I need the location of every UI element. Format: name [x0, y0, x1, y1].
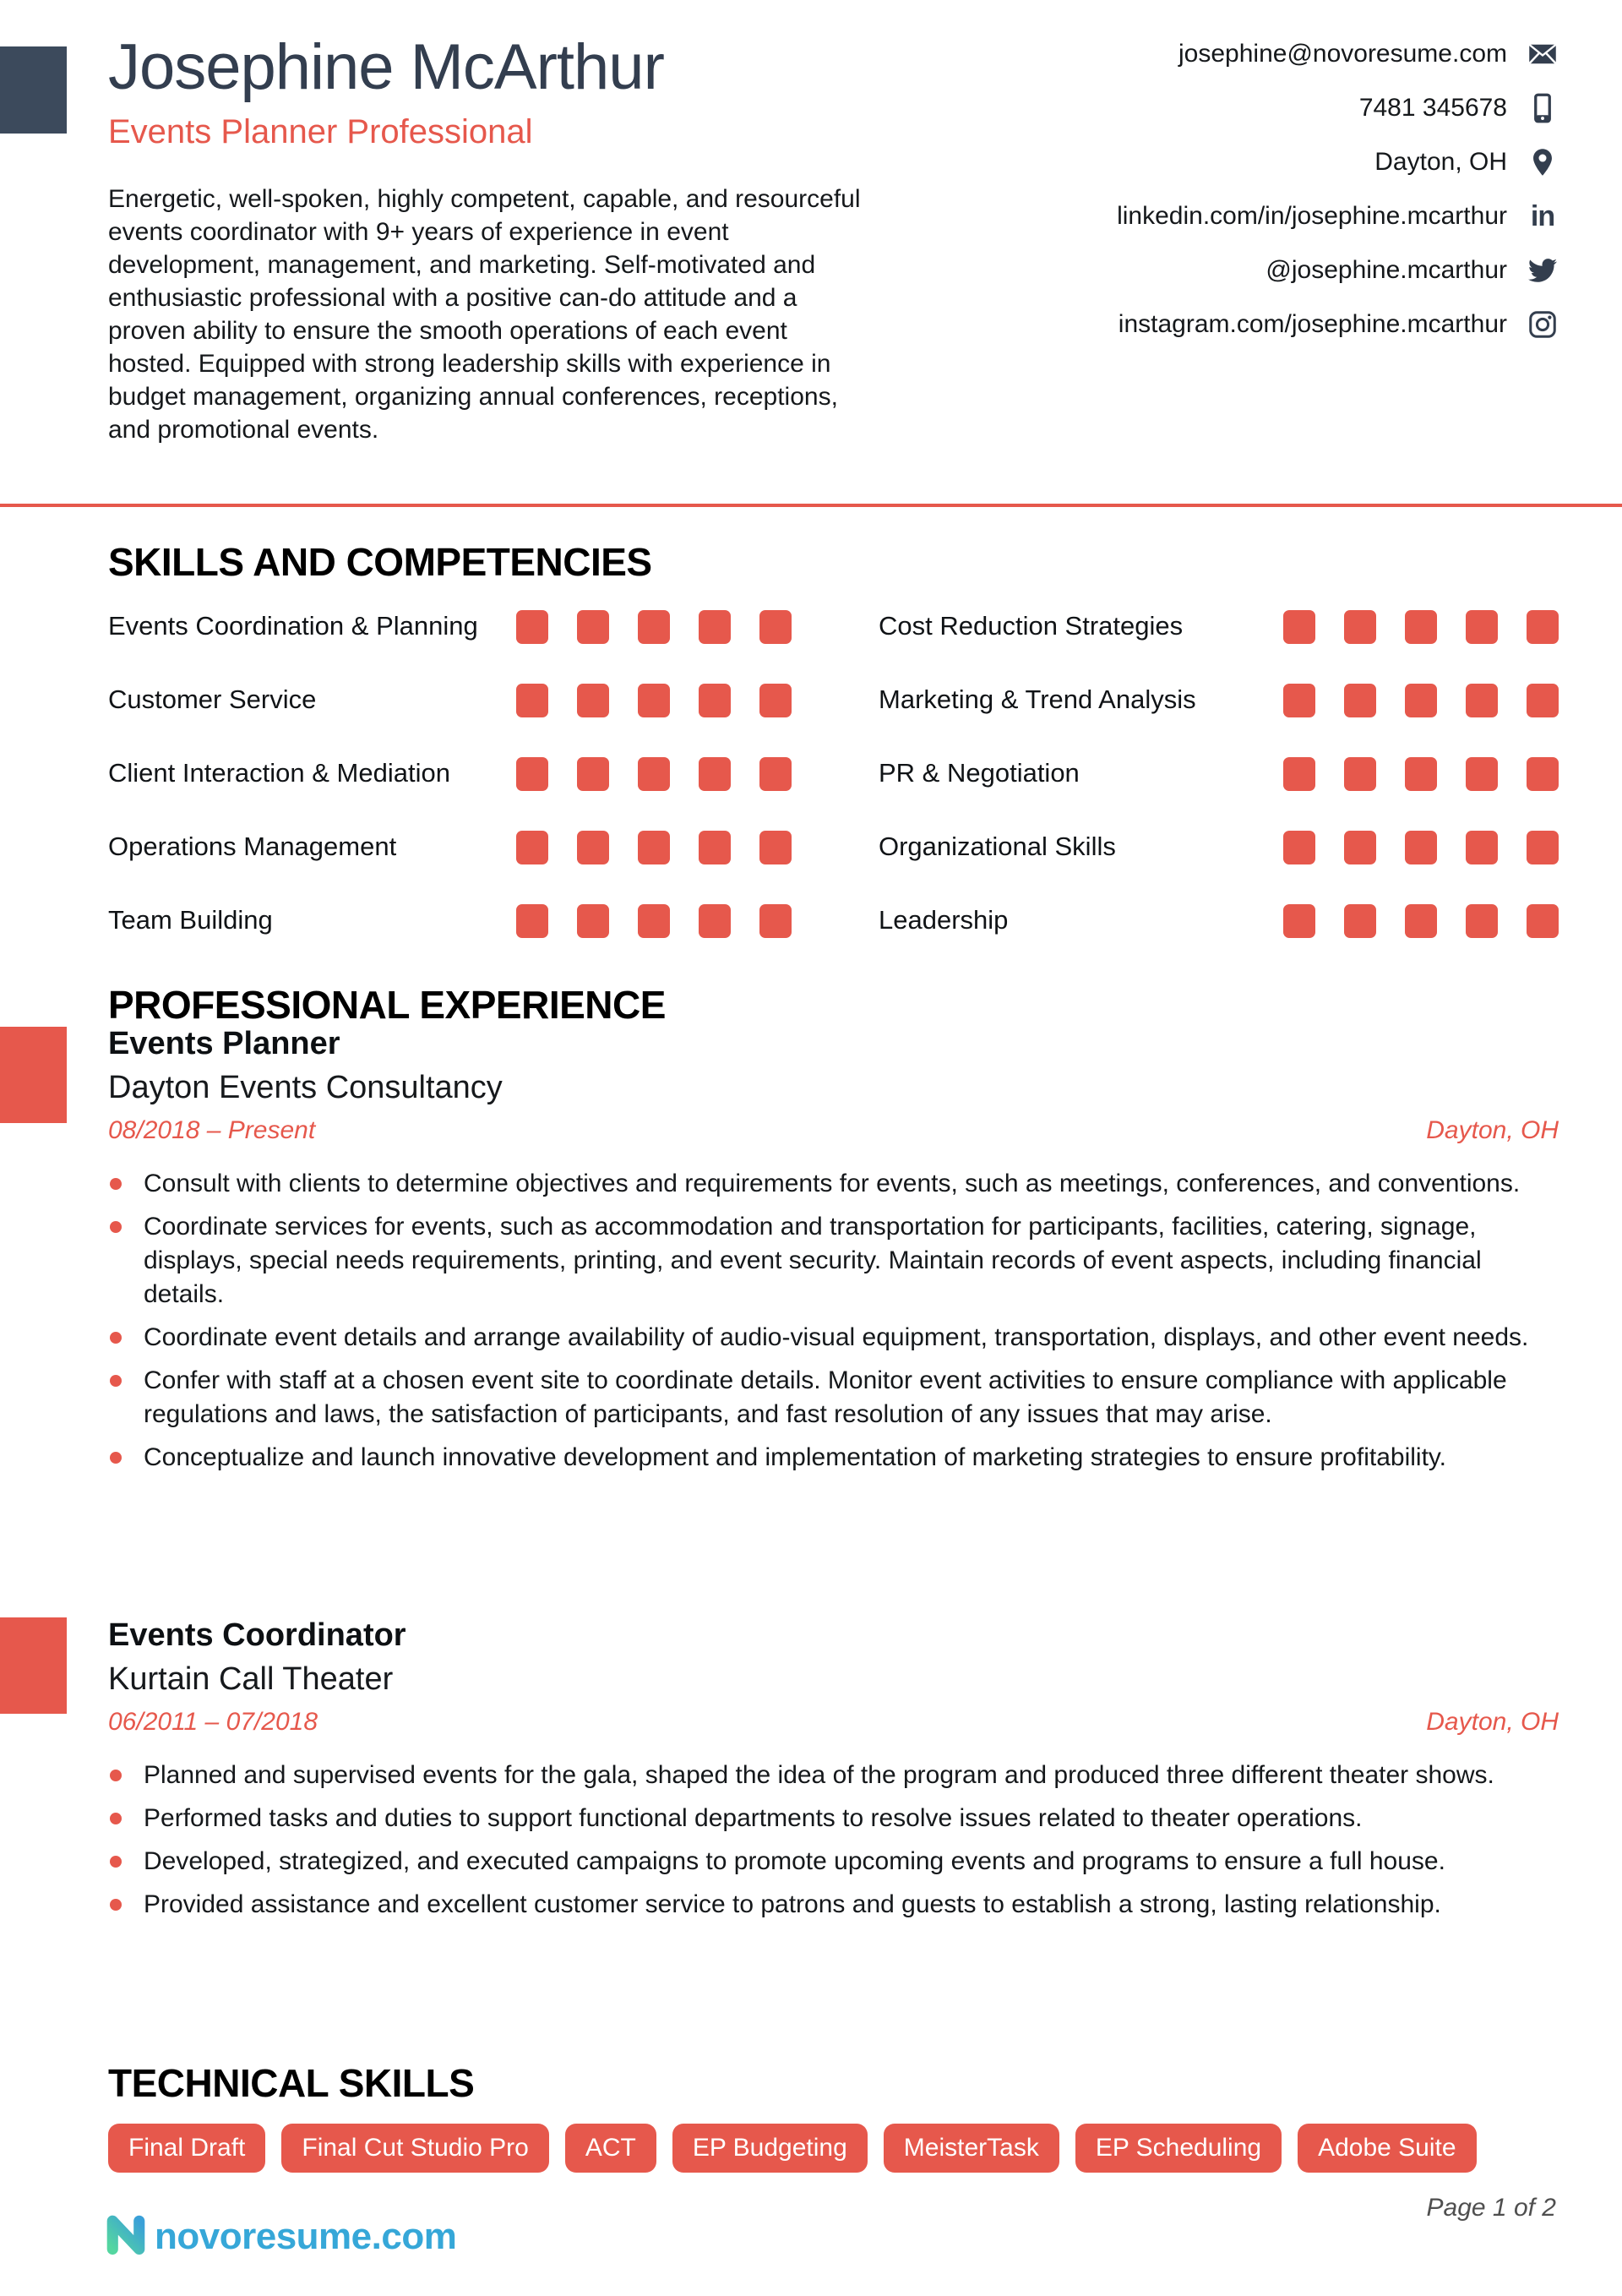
- skill-level-meter: [1283, 757, 1559, 791]
- skill-level-square: [1527, 904, 1559, 938]
- job-bullet: Performed tasks and duties to support functional departments to resolve issues related to theater operations.: [108, 1802, 1559, 1835]
- skill-level-square: [1283, 684, 1315, 717]
- skill-level-meter: [1283, 684, 1559, 717]
- technical-skills-section: [108, 2062, 1559, 2173]
- skill-level-meter: [516, 610, 792, 644]
- skill-level-square: [638, 904, 670, 938]
- skill-level-square: [1527, 610, 1559, 644]
- email-text: josephine@novoresume.com: [1178, 40, 1507, 68]
- skill-level-meter: [516, 831, 792, 864]
- contact-block: [1117, 27, 1558, 352]
- skill-level-square: [516, 610, 548, 644]
- skill-level-square: [1466, 904, 1498, 938]
- skill-level-square: [699, 904, 731, 938]
- contact-email[interactable]: [1117, 27, 1558, 81]
- skill-row: [879, 903, 1559, 977]
- skill-name: Team Building: [108, 904, 273, 935]
- skill-name: Events Coordination & Planning: [108, 610, 478, 641]
- job-company: Kurtain Call Theater: [108, 1661, 394, 1697]
- skill-level-square: [1344, 684, 1376, 717]
- skill-level-square: [1283, 757, 1315, 791]
- skill-level-square: [1466, 684, 1498, 717]
- skill-level-square: [516, 757, 548, 791]
- skill-name: Leadership: [879, 904, 1009, 935]
- job-meta: [108, 1116, 1559, 1145]
- skills-heading: SKILLS AND COMPETENCIES: [108, 540, 652, 584]
- skill-level-square: [759, 904, 792, 938]
- skill-level-square: [638, 684, 670, 717]
- skill-level-square: [1283, 904, 1315, 938]
- skill-level-square: [516, 831, 548, 864]
- contact-location: [1117, 135, 1558, 189]
- candidate-name: Josephine McArthur: [108, 31, 664, 103]
- job1-accent-block: [0, 1027, 67, 1123]
- skill-level-square: [1527, 831, 1559, 864]
- skill-row: [108, 683, 879, 756]
- contact-phone[interactable]: [1117, 81, 1558, 135]
- skill-row: [879, 609, 1559, 683]
- location-text: Dayton, OH: [1374, 148, 1507, 176]
- skill-level-square: [638, 757, 670, 791]
- skill-tag: MeisterTask: [884, 2124, 1059, 2173]
- job-bullet: Coordinate services for events, such as accommodation and transportation for participants, facilities, catering, signage, displays, special needs requirements, printing, and event security. Maintain records of event aspects, including financial details.: [108, 1210, 1559, 1312]
- skill-tag: Final Draft: [108, 2124, 265, 2173]
- skill-name: Organizational Skills: [879, 831, 1116, 861]
- instagram-text: instagram.com/josephine.mcarthur: [1118, 310, 1507, 338]
- twitter-text: @josephine.mcarthur: [1265, 256, 1507, 284]
- skill-level-square: [759, 757, 792, 791]
- section-divider-line: [0, 504, 1622, 507]
- profile-summary: Energetic, well-spoken, highly competent, capable, and resourceful events coordinator with 9+ years of experience in event development, management, and marketing. Self-motivated and enthusiastic professional with a positive can-do attitude and a proven ability to ensure the smooth operations of each event hosted. Equipped with strong leadership skills with experience in budget management, organizing annual conferences, receptions, and promotional events.: [108, 184, 861, 444]
- linkedin-text: linkedin.com/in/josephine.mcarthur: [1117, 202, 1507, 230]
- job-dates: 06/2011 – 07/2018: [108, 1708, 318, 1736]
- job-entry: [108, 1024, 1559, 1484]
- header: [108, 32, 894, 446]
- skill-row: [108, 830, 879, 903]
- skill-level-square: [1466, 831, 1498, 864]
- linkedin-icon: in: [1530, 200, 1555, 232]
- technical-skills-heading: TECHNICAL SKILLS: [108, 2061, 475, 2105]
- skill-level-square: [1527, 684, 1559, 717]
- skill-level-square: [1344, 831, 1376, 864]
- job-entry: [108, 1616, 1559, 1931]
- skill-tag: EP Scheduling: [1075, 2124, 1282, 2173]
- skill-tag: EP Budgeting: [672, 2124, 868, 2173]
- skill-level-square: [759, 684, 792, 717]
- job-bullet: Developed, strategized, and executed campaigns to promote upcoming events and programs to ensure a full house.: [108, 1845, 1559, 1879]
- skill-row: [108, 903, 879, 977]
- job-company: Dayton Events Consultancy: [108, 1069, 503, 1105]
- skill-name: Cost Reduction Strategies: [879, 610, 1184, 641]
- job-bullet: Conceptualize and launch innovative development and implementation of marketing strategies to ensure profitability.: [108, 1441, 1559, 1475]
- phone-text: 7481 345678: [1358, 94, 1507, 122]
- skill-level-square: [516, 904, 548, 938]
- skill-level-meter: [516, 757, 792, 791]
- location-icon: [1527, 147, 1558, 177]
- skill-row: [879, 830, 1559, 903]
- skill-level-square: [699, 610, 731, 644]
- skill-level-square: [1405, 610, 1437, 644]
- skill-level-square: [1344, 610, 1376, 644]
- contact-twitter[interactable]: [1117, 243, 1558, 297]
- job-bullet: Consult with clients to determine objectives and requirements for events, such as meetings, conferences, and conventions.: [108, 1167, 1559, 1201]
- skills-section: [108, 541, 1559, 977]
- skill-level-square: [577, 757, 609, 791]
- skill-level-square: [577, 684, 609, 717]
- job-title: Events Planner: [108, 1026, 340, 1061]
- instagram-icon: [1527, 309, 1558, 340]
- skill-level-square: [1405, 684, 1437, 717]
- novoresume-brand-link[interactable]: [102, 2211, 456, 2262]
- contact-instagram[interactable]: [1117, 297, 1558, 352]
- skill-level-square: [1405, 904, 1437, 938]
- skill-level-square: [1344, 904, 1376, 938]
- skill-row: [108, 609, 879, 683]
- skill-name: Marketing & Trend Analysis: [879, 684, 1196, 714]
- header-accent-block: [0, 46, 67, 134]
- experience-section: [108, 984, 1559, 1027]
- skill-level-square: [1405, 831, 1437, 864]
- experience-heading: PROFESSIONAL EXPERIENCE: [108, 983, 666, 1027]
- skill-level-square: [1527, 757, 1559, 791]
- skill-level-square: [1405, 757, 1437, 791]
- skill-tag: Final Cut Studio Pro: [281, 2124, 548, 2173]
- skill-level-square: [638, 610, 670, 644]
- technical-skill-tags: [108, 2124, 1559, 2173]
- skill-name: PR & Negotiation: [879, 757, 1080, 788]
- skill-level-square: [577, 831, 609, 864]
- skill-level-square: [1283, 610, 1315, 644]
- skill-level-square: [699, 831, 731, 864]
- skill-level-square: [1344, 757, 1376, 791]
- skill-tag: Adobe Suite: [1298, 2124, 1476, 2173]
- skill-name: Client Interaction & Mediation: [108, 757, 450, 788]
- skill-row: [879, 683, 1559, 756]
- skill-level-square: [759, 831, 792, 864]
- skill-level-square: [1466, 610, 1498, 644]
- job2-accent-block: [0, 1617, 67, 1714]
- job-bullet: Provided assistance and excellent customer service to patrons and guests to establish a strong, lasting relationship.: [108, 1888, 1559, 1922]
- skill-level-meter: [1283, 904, 1559, 938]
- skill-level-meter: [1283, 831, 1559, 864]
- contact-linkedin[interactable]: [1117, 189, 1558, 243]
- skill-level-square: [638, 831, 670, 864]
- skill-level-square: [577, 610, 609, 644]
- skill-level-square: [1283, 831, 1315, 864]
- skill-level-square: [699, 684, 731, 717]
- skill-level-square: [759, 610, 792, 644]
- job-bullets: [108, 1759, 1559, 1922]
- page-number: Page 1 of 2: [1426, 2194, 1556, 2222]
- skill-name: Operations Management: [108, 831, 397, 861]
- candidate-title: Events Planner Professional: [108, 112, 533, 150]
- skill-tag: ACT: [565, 2124, 656, 2173]
- skill-level-square: [1466, 757, 1498, 791]
- job-location: Dayton, OH: [1426, 1116, 1559, 1144]
- skill-level-meter: [516, 684, 792, 717]
- phone-icon: [1527, 93, 1558, 123]
- skill-name: Customer Service: [108, 684, 317, 714]
- skill-level-square: [699, 757, 731, 791]
- job-location: Dayton, OH: [1426, 1708, 1559, 1736]
- job-bullet: Planned and supervised events for the gala, shaped the idea of the program and produced three different theater shows.: [108, 1759, 1559, 1792]
- skill-level-square: [516, 684, 548, 717]
- job-bullets: [108, 1167, 1559, 1475]
- skill-level-meter: [1283, 610, 1559, 644]
- skill-row: [879, 756, 1559, 830]
- job-title: Events Coordinator: [108, 1617, 406, 1653]
- skills-grid: [108, 609, 1559, 977]
- twitter-icon: [1527, 255, 1558, 286]
- job-bullet: Confer with staff at a chosen event site to coordinate details. Monitor event activities to ensure compliance with applicable regulations and laws, the satisfaction of participants, and fast resolution of any issues that may arise.: [108, 1364, 1559, 1432]
- novoresume-logo-icon: [102, 2211, 150, 2262]
- email-icon: [1527, 39, 1558, 69]
- skill-row: [108, 756, 879, 830]
- novoresume-brand-text: novoresume.com: [155, 2215, 457, 2257]
- skill-level-square: [577, 904, 609, 938]
- job-bullet: Coordinate event details and arrange availability of audio-visual equipment, transportation, displays, and other event needs.: [108, 1321, 1559, 1355]
- job-meta: [108, 1708, 1559, 1737]
- skill-level-meter: [516, 904, 792, 938]
- job-dates: 08/2018 – Present: [108, 1116, 316, 1144]
